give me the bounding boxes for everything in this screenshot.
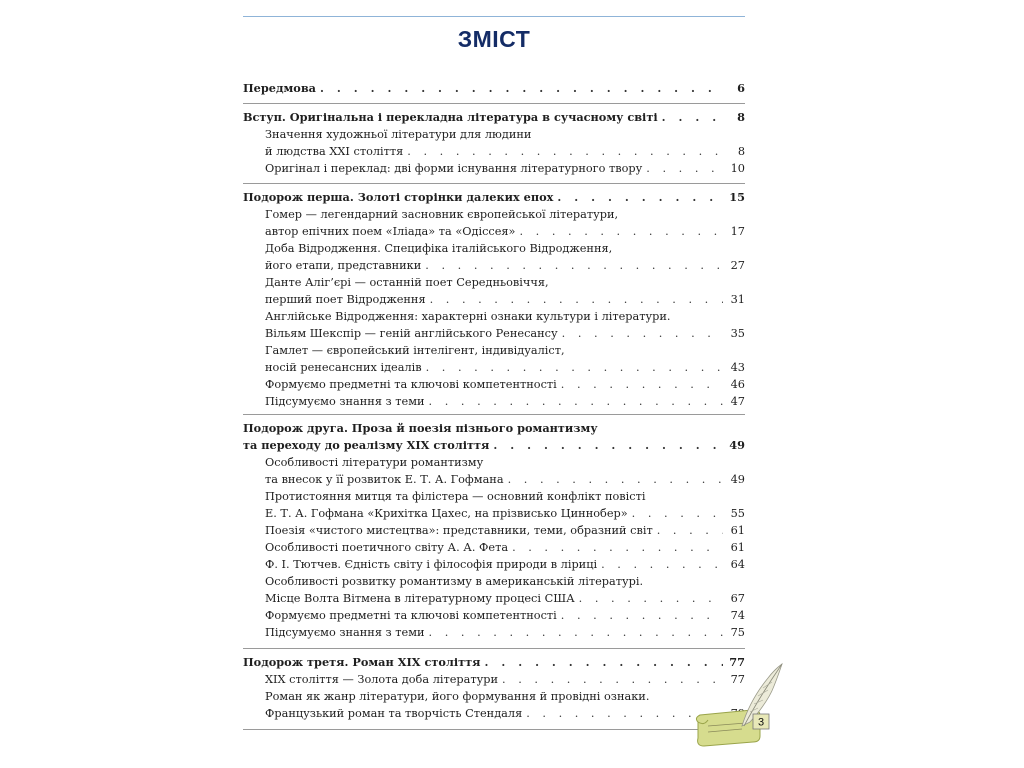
toc-page-number: 61 <box>730 541 745 554</box>
dot-leader <box>508 471 723 488</box>
toc-entry-text: Роман як жанр літератури, його формування й провідні ознаки. <box>265 690 650 703</box>
toc-entry-line <box>243 240 745 257</box>
top-rule <box>243 16 745 17</box>
toc-page-number: 35 <box>730 327 745 340</box>
toc-entry-text: Передмова <box>243 81 316 95</box>
dot-leader <box>657 522 723 539</box>
dot-leader <box>429 393 723 410</box>
toc-entry-line <box>243 126 745 143</box>
dot-leader <box>429 624 723 641</box>
dot-leader <box>426 359 723 376</box>
toc-entry-line <box>243 376 745 393</box>
toc-entry-text: та внесок у її розвиток Е. Т. А. Гофмана <box>265 473 504 486</box>
quill-scroll-icon <box>690 660 790 750</box>
toc-entry-text: Формуємо предметні та ключові компетентності <box>265 378 557 391</box>
toc-entry-line <box>243 522 745 539</box>
toc-entry-text: Оригінал і переклад: дві форми існування літературного твору <box>265 162 643 175</box>
toc-heading-line <box>243 80 745 97</box>
toc-entry-line <box>243 143 745 160</box>
toc-heading-line <box>243 109 745 126</box>
dot-leader <box>557 189 723 206</box>
toc-entry-line <box>243 590 745 607</box>
toc-entry-text: Гомер — легендарний засновник європейської літератури, <box>265 208 619 221</box>
dot-leader <box>561 607 723 624</box>
toc-entry-text: Подорож друга. Проза й поезія пізнього романтизму <box>243 421 598 435</box>
toc-page-number: 27 <box>730 259 745 272</box>
toc-entry-line <box>243 556 745 573</box>
toc-entry-text: Поезія «чистого мистецтва»: представники, теми, образний світ <box>265 524 653 537</box>
toc-entry-line <box>243 342 745 359</box>
toc-page-number: 61 <box>730 524 745 537</box>
toc-entry-text: перший поет Відродження <box>265 293 426 306</box>
toc-entry-line <box>243 223 745 240</box>
dot-leader <box>632 505 723 522</box>
toc-entry-text: Формуємо предметні та ключові компетентності <box>265 609 557 622</box>
toc-section <box>243 109 745 184</box>
toc-page-number: 75 <box>730 626 745 639</box>
toc-entry-text: Ф. І. Тютчев. Єдність світу і філософія природи в ліриці <box>265 558 598 571</box>
dot-leader <box>512 539 723 556</box>
toc-page-number: 47 <box>730 395 745 408</box>
page-title: ЗМІСТ <box>457 26 531 52</box>
toc-entry-text: його етапи, представники <box>265 259 422 272</box>
toc-entry-text: носій ренесансних ідеалів <box>265 361 422 374</box>
toc-page-number: 55 <box>730 507 745 520</box>
toc-page-number: 77 <box>729 655 745 669</box>
dot-leader <box>425 257 723 274</box>
toc-entry-text: та переходу до реалізму XIX століття <box>243 438 490 452</box>
dot-leader <box>320 80 723 97</box>
toc-entry-text: Данте Аліг’єрі — останній поет Середньовіччя, <box>265 276 549 289</box>
toc-entry-line <box>243 539 745 556</box>
toc-entry-text: Значення художньої літератури для людини <box>265 128 532 141</box>
toc-entry-text: Місце Волта Вітмена в літературному процесі США <box>265 592 575 605</box>
toc-page-number: 8 <box>737 145 745 158</box>
toc-entry-text: Протистояння митця та філістера — основний конфлікт повісті <box>265 490 646 503</box>
toc-section <box>243 80 745 104</box>
dot-leader <box>430 291 723 308</box>
toc-page-number: 15 <box>729 190 745 204</box>
toc-entry-text: Англійське Відродження: характерні ознаки культури і літератури. <box>265 310 671 323</box>
dot-leader <box>562 325 723 342</box>
toc-page-number: 46 <box>730 378 745 391</box>
toc-entry-text: XIX століття — Золота доба літератури <box>265 673 499 686</box>
toc-entry-text: Особливості поетичного світу А. А. Фета <box>265 541 509 554</box>
toc-page-number: 43 <box>730 361 745 374</box>
toc-entry-line <box>243 393 745 410</box>
toc-section <box>243 420 745 649</box>
dot-leader <box>484 654 723 671</box>
toc-entry-text: Е. Т. А. Гофмана «Крихітка Цахес, на прізвисько Циннобер» <box>265 507 628 520</box>
dot-leader <box>579 590 723 607</box>
toc-page-number: 10 <box>730 162 745 175</box>
toc-page-number: 31 <box>730 293 745 306</box>
toc-entry-line <box>243 325 745 342</box>
toc-entry-line <box>243 488 745 505</box>
dot-leader <box>662 109 723 126</box>
toc-entry-text: автор епічних поем «Іліада» та «Одіссея» <box>265 225 516 238</box>
toc-entry-line <box>243 573 745 590</box>
toc-entry-text: Доба Відродження. Специфіка італійського Відродження, <box>265 242 613 255</box>
toc-entry-line <box>243 274 745 291</box>
toc-heading-line <box>243 189 745 206</box>
toc-entry-line <box>243 206 745 223</box>
toc-page-number: 8 <box>737 110 745 124</box>
toc-section <box>243 189 745 415</box>
toc-entry-line <box>243 705 745 722</box>
dot-leader <box>493 437 723 454</box>
toc-entry-text: Гамлет — європейський інтелігент, індивідуаліст, <box>265 344 565 357</box>
toc-entry-text: Вільям Шекспір — геній англійського Ренесансу <box>265 327 558 340</box>
toc-page-number: 49 <box>729 438 745 452</box>
toc-entry-line <box>243 160 745 177</box>
toc-entry-line <box>243 607 745 624</box>
toc-entry-text: Особливості літератури романтизму <box>265 456 484 469</box>
toc-entry-text: Підсумуємо знання з теми <box>265 626 425 639</box>
toc-entry-text: й людства XXI століття <box>265 145 404 158</box>
toc-entry-line <box>243 505 745 522</box>
toc-entry-text: Вступ. Оригінальна і перекладна література в сучасному світі <box>243 110 658 124</box>
dot-leader <box>646 160 723 177</box>
toc-heading-line <box>243 437 745 454</box>
toc-entry-line <box>243 624 745 641</box>
toc-entry-line <box>243 671 745 688</box>
toc-page-number: 6 <box>737 81 745 95</box>
toc-page-number: 77 <box>730 673 745 686</box>
toc-entry-text: Французький роман та творчість Стендаля <box>265 707 523 720</box>
toc-entry-line <box>243 688 745 705</box>
toc-page-number: 49 <box>730 473 745 486</box>
toc-entry-line <box>243 257 745 274</box>
toc-entry-text: Підсумуємо знання з теми <box>265 395 425 408</box>
toc-entry-text: Подорож перша. Золоті сторінки далеких епох <box>243 190 554 204</box>
toc-entry-text: Подорож третя. Роман XIX століття <box>243 655 481 669</box>
toc-entry-text: Особливості розвитку романтизму в американській літературі. <box>265 575 644 588</box>
toc-section <box>243 654 745 730</box>
toc-heading-line <box>243 420 745 437</box>
table-of-contents <box>243 80 745 735</box>
toc-page-number: 17 <box>730 225 745 238</box>
toc-entry-line <box>243 359 745 376</box>
toc-entry-line <box>243 291 745 308</box>
toc-heading-line <box>243 654 745 671</box>
toc-page-number: 74 <box>730 609 745 622</box>
dot-leader <box>519 223 723 240</box>
dot-leader <box>561 376 723 393</box>
toc-entry-line <box>243 471 745 488</box>
toc-entry-line <box>243 308 745 325</box>
toc-entry-line <box>243 454 745 471</box>
dot-leader <box>407 143 723 160</box>
dot-leader <box>601 556 723 573</box>
toc-page-number: 67 <box>730 592 745 605</box>
page-number: 3 <box>757 716 765 729</box>
toc-page-number: 64 <box>730 558 745 571</box>
